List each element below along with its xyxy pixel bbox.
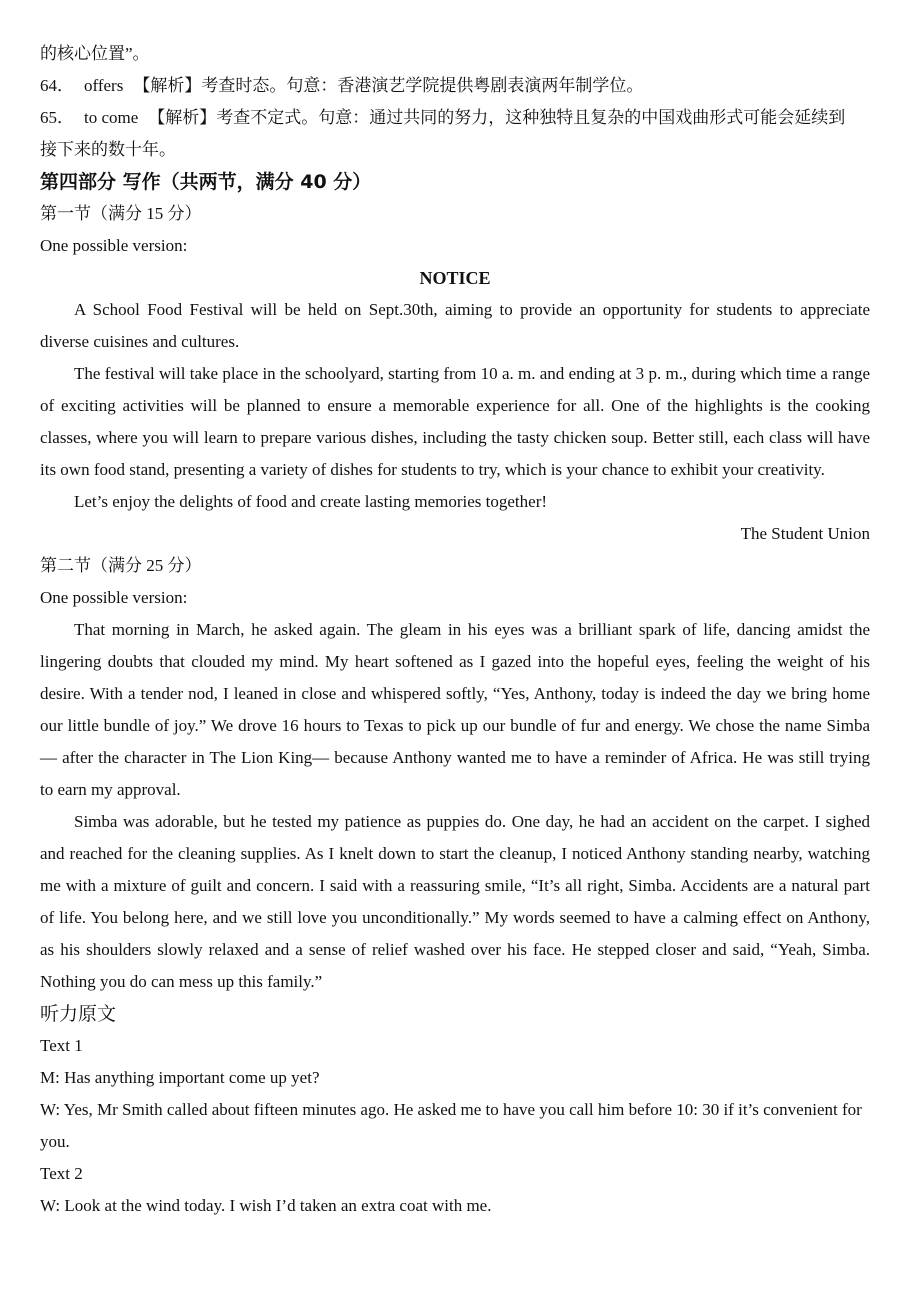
notice-paragraph-2: The festival will take place in the schoolyard, starting from 10 a. m. and ending at 3 p. m., during which time a range of exciting activities will be planned to ensure a memorable experience for all. One of the highlights is the cooking classes, where you will learn to prepare various dishes, including the tasty chicken soup. Better still, each class will have its own food stand, presenting a variety of dishes for students to try, which is your chance to exhibit your creativity. bbox=[40, 364, 870, 479]
answer-item-64 bbox=[40, 70, 870, 102]
notice-title: NOTICE bbox=[419, 268, 491, 288]
notice-paragraph-3: Let’s enjoy the delights of food and create lasting memories together! bbox=[74, 492, 548, 511]
analysis-text: 考查不定式。句意：通过共同的努力，这种独特且复杂的中国戏曲形式可能会延续到 bbox=[216, 108, 846, 127]
text-2-line-1: W: Look at the wind today. I wish I’d taken an extra coat with me. bbox=[40, 1196, 492, 1215]
text-2-label: Text 2 bbox=[40, 1164, 83, 1183]
item-answer: offers bbox=[84, 76, 124, 95]
text-1-label: Text 1 bbox=[40, 1036, 83, 1055]
text-1-line-1: M: Has anything important come up yet? bbox=[40, 1068, 320, 1087]
item-number: 64． bbox=[40, 76, 74, 95]
part-four-title: 第四部分 写作（共两节，满分 40 分） bbox=[40, 171, 372, 193]
story-paragraph-2: Simba was adorable, but he tested my patience as puppies do. One day, he had an accident on the carpet. I sighed and reached for the cleaning supplies. As I knelt down to start the cleanup, I noticed Anthony standing nearby, watching me with a mixture of guilt and concern. I said with a reassuring smile, “It’s all right, Simba. Accidents are a natural part of life. You belong here, and we still love you unconditionally.” My words seemed to have a calming effect on Anthony, as his shoulders slowly relaxed and a sense of relief washed over his face. He stepped closer and said, “Yeah, Simba. Nothing you do can mess up this family.” bbox=[40, 812, 870, 991]
notice-paragraph-1: A School Food Festival will be held on Sept.30th, aiming to provide an opportunity for students to appreciate diverse cuisines and cultures. bbox=[40, 300, 870, 351]
answer-item-65-continued: 接下来的数十年。 bbox=[40, 140, 176, 159]
item-number: 65． bbox=[40, 108, 74, 127]
section-one-intro: One possible version: bbox=[40, 236, 188, 255]
section-two-intro: One possible version: bbox=[40, 588, 188, 607]
continued-line: 的核心位置”。 bbox=[40, 44, 150, 63]
story-paragraph-1: That morning in March, he asked again. The gleam in his eyes was a brilliant spark of life, dancing amidst the lingering doubts that clouded my mind. My heart softened as I gazed into the hopeful eyes, feeling the weight of his desire. With a tender nod, I leaned in close and whispered softly, “Yes, Anthony, today is indeed the day we bring home our little bundle of joy.” We drove 16 hours to Texas to pick up our bundle of fur and energy. We chose the name Simba— after the character in The Lion King— because Anthony wanted me to have a reminder of Africa. He was still trying to earn my approval. bbox=[40, 620, 870, 799]
item-answer: to come bbox=[84, 108, 139, 127]
section-one-title: 第一节（满分 15 分） bbox=[40, 204, 202, 223]
analysis-tag: 【解析】 bbox=[133, 76, 202, 95]
listening-title: 听力原文 bbox=[40, 1003, 117, 1025]
analysis-tag: 【解析】 bbox=[148, 108, 217, 127]
answer-item-65 bbox=[40, 102, 870, 134]
notice-signature: The Student Union bbox=[740, 524, 870, 543]
analysis-text: 考查时态。句意：香港演艺学院提供粤剧表演两年制学位。 bbox=[201, 76, 644, 95]
text-1-line-2: W: Yes, Mr Smith called about fifteen minutes ago. He asked me to have you call him before 10: 30 if it’s convenient for you. bbox=[40, 1100, 862, 1151]
section-two-title: 第二节（满分 25 分） bbox=[40, 556, 202, 575]
